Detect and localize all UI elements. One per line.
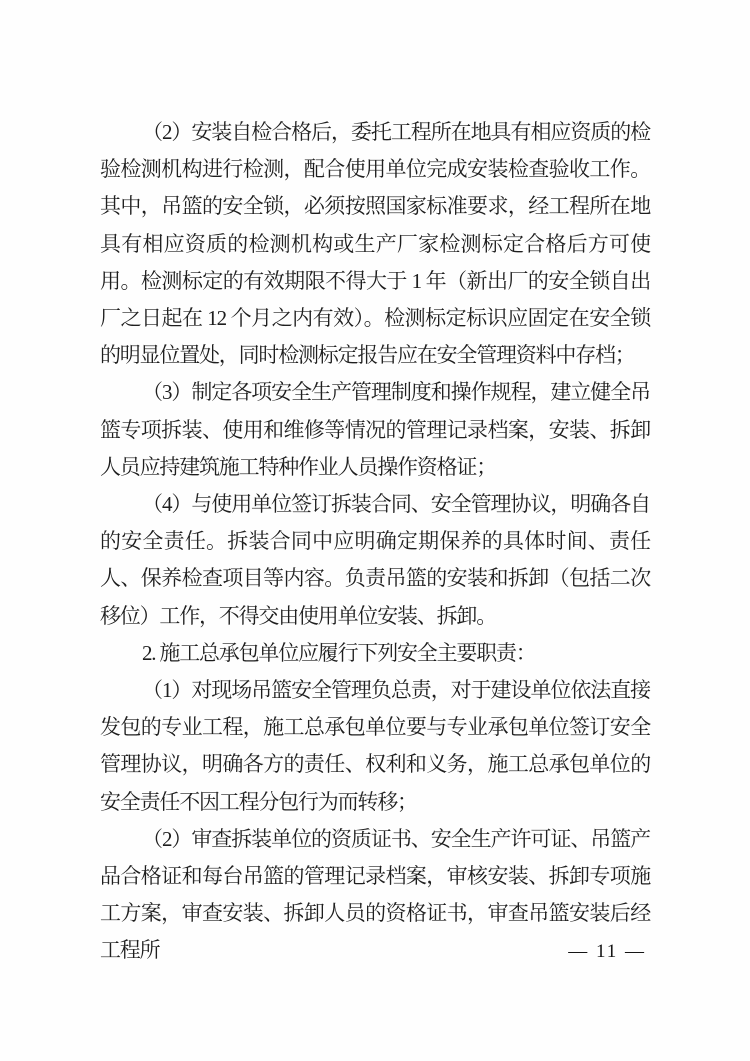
paragraph-item-1-4: （4）与使用单位签订拆装合同、安全管理协议，明确各自的安全责任。拆装合同中应明确定期保养的具体时间、责任人、保养检查项目等内容。负责吊篮的安装和拆卸（包括二次移位）工作，不得交由使用单位安装、拆卸。 <box>100 492 650 628</box>
paragraph-item-1-2: （2）安装自检合格后，委托工程所在地具有相应资质的检验检测机构进行检测，配合使用单位完成安装检查验收工作。其中，吊篮的安全锁，必须按照国家标准要求，经工程所在地具有相应资质的检测机构或生产厂家检测标定合格后方可使用。检测标定的有效期限不得大于 1 年（新出厂的安全锁自出厂之日起在 12 个月之内有效）。检测标定标识应固定在安全锁的明显位置处，同时检测标定报告应在安全管理资料中存档； <box>100 120 650 368</box>
paragraph-item-2-1: （1）对现场吊篮安全管理负总责，对于建设单位依法直接发包的专业工程，施工总承包单位要与专业承包单位签订安全管理协议，明确各方的责任、权利和义务，施工总承包单位的安全责任不因工程分包行为而转移； <box>100 678 650 814</box>
document-body <box>100 114 650 970</box>
page-number: — 11 — <box>568 941 646 962</box>
paragraph-item-2-2: （2）审查拆装单位的资质证书、安全生产许可证、吊篮产品合格证和每台吊篮的管理记录档案，审核安装、拆卸专项施工方案，审查安装、拆卸人员的资格证书，审查吊篮安装后经工程所 <box>100 826 650 963</box>
section-2-heading: 2. 施工总承包单位应履行下列安全主要职责： <box>142 640 536 665</box>
paragraph-item-1-3: （3）制定各项安全生产管理制度和操作规程，建立健全吊篮专项拆装、使用和维修等情况的管理记录档案，安装、拆卸人员应持建筑施工特种作业人员操作资格证； <box>100 380 650 479</box>
